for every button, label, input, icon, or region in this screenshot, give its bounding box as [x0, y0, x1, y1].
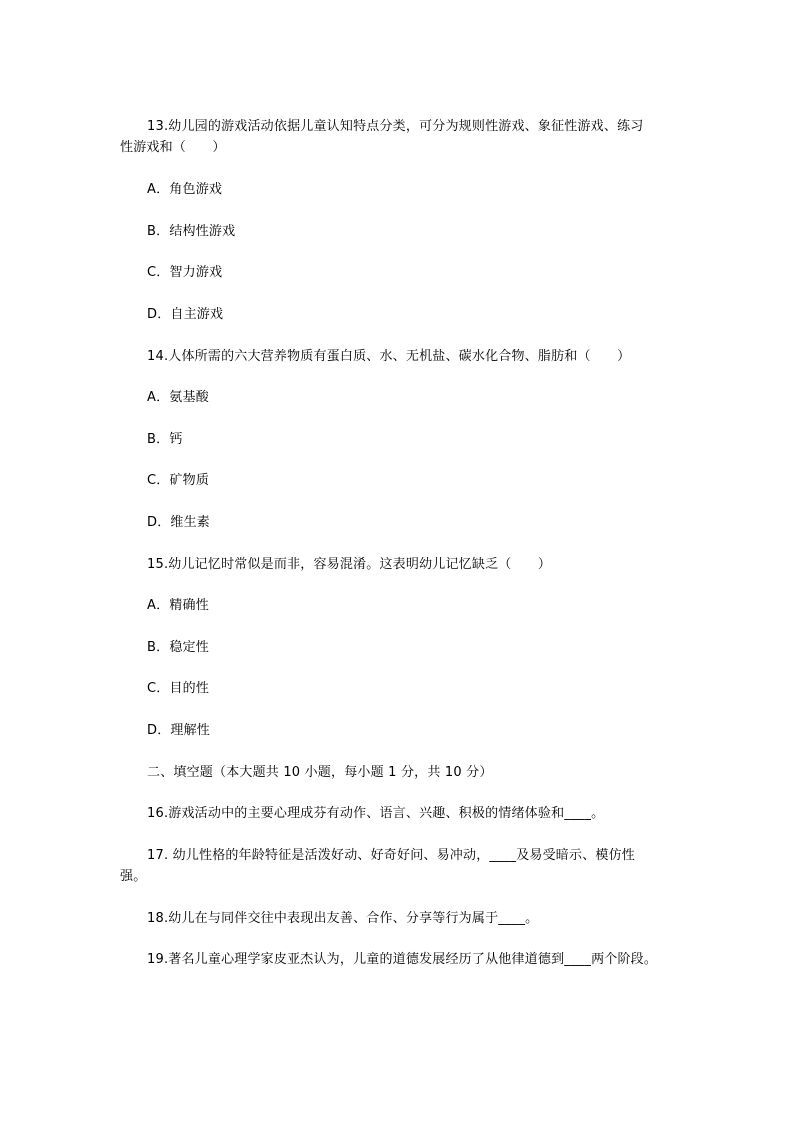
question-17-stem-line1: 17. 幼儿性格的年龄特征是活泼好动、好奇好问、易冲动，____及易受暗示、模仿性: [147, 848, 636, 863]
question-14-option-d: D．维生素: [147, 515, 211, 530]
question-15-option-b: B．稳定性: [147, 640, 209, 655]
question-15-option-c: C．目的性: [147, 681, 210, 696]
section-heading: 二、填空题（本大题共 10 小题，每小题 1 分，共 10 分）: [147, 765, 493, 780]
question-19-stem: 19.著名儿童心理学家皮亚杰认为，儿童的道德发展经历了从他律道德到____两个阶段。: [147, 952, 658, 967]
question-16-stem: 16.游戏活动中的主要心理成芬有动作、语言、兴趣、积极的情绪体验和____。: [147, 806, 605, 821]
question-15-option-a: A．精确性: [147, 598, 209, 613]
question-18-stem: 18.幼儿在与同伴交往中表现出友善、合作、分享等行为属于____。: [147, 911, 539, 926]
question-14-option-c: C．矿物质: [147, 473, 210, 488]
question-15-stem: 15.幼儿记忆时常似是而非，容易混淆。这表明幼儿记忆缺乏（ ）: [147, 557, 552, 572]
question-13-option-c: C．智力游戏: [147, 265, 223, 280]
question-13-option-a: A．角色游戏: [147, 182, 223, 197]
question-13-stem-line2: 性游戏和（ ）: [120, 140, 226, 155]
question-14-option-b: B．钙: [147, 432, 183, 447]
question-13-option-b: B．结构性游戏: [147, 224, 236, 239]
question-17-stem-line2: 强。: [120, 869, 147, 884]
question-14-option-a: A．氨基酸: [147, 390, 209, 405]
question-13-stem-line1: 13.幼儿园的游戏活动依据儿童认知特点分类，可分为规则性游戏、象征性游戏、练习: [147, 119, 644, 134]
question-14-stem: 14.人体所需的六大营养物质有蛋白质、水、无机盐、碳水化合物、脂肪和（ ）: [147, 349, 631, 364]
question-15-option-d: D．理解性: [147, 723, 211, 738]
question-13-option-d: D．自主游戏: [147, 307, 224, 322]
